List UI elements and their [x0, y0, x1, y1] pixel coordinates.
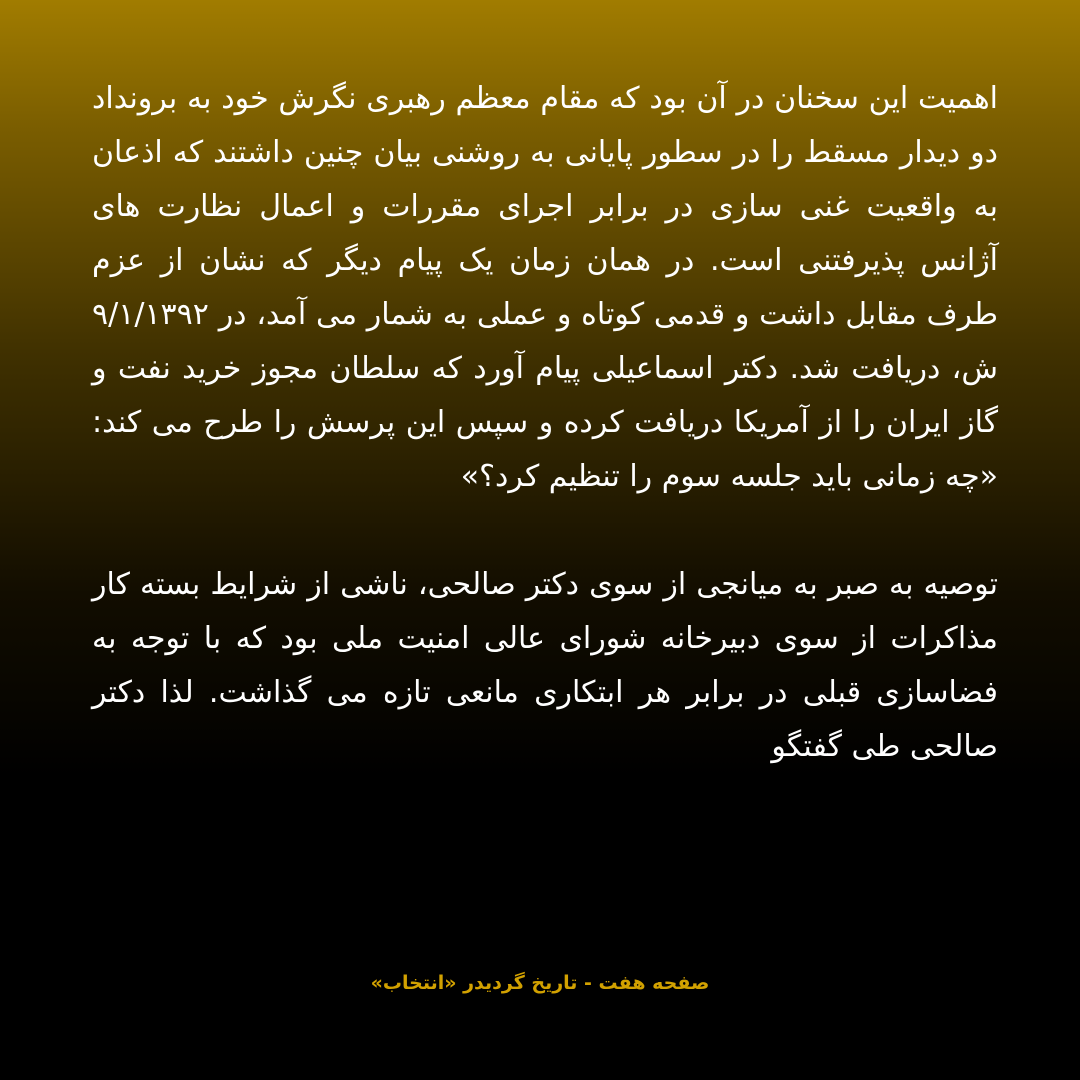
paragraph-1: اهمیت این سخنان در آن بود که مقام معظم رهبری نگرش خود به برونداد دو دیدار مسقط را در سطور پایانی به روشنی بیان چنین داشتند که اذعان به واقعیت غنی سازی در برابر اجرای مقررات و اعمال نظارت های آژانس پذیرفتنی است. در همان زمان یک پیام دیگر که نشان از عزم طرف مقابل داشت و قدمی کوتاه و عملی به شمار می آمد، در ۹/۱/۱۳۹۲ ش، دریافت شد. دکتر اسماعیلی پیام آورد که سلطان مجوز خرید نفت و گاز ایران را از آمریکا دریافت کرده و سپس این پرسش را طرح می کند: «چه زمانی باید جلسه سوم را تنظیم کرد؟» — [92, 81, 998, 494]
page-footer: صفحه هفت - تاریخ گردیدر «انتخاب» — [370, 972, 710, 994]
document-body — [92, 72, 998, 774]
paragraph-2: توصیه به صبر به میانجی از سوی دکتر صالحی، ناشی از شرایط بسته کار مذاکرات از سوی دبیرخانه شورای عالی امنیت ملی بود که با توجه به فضاسازی قبلی در برابر هر ابتکاری مانعی تازه می گذاشت. لذا دکتر صالحی طی گفتگو — [92, 567, 998, 764]
